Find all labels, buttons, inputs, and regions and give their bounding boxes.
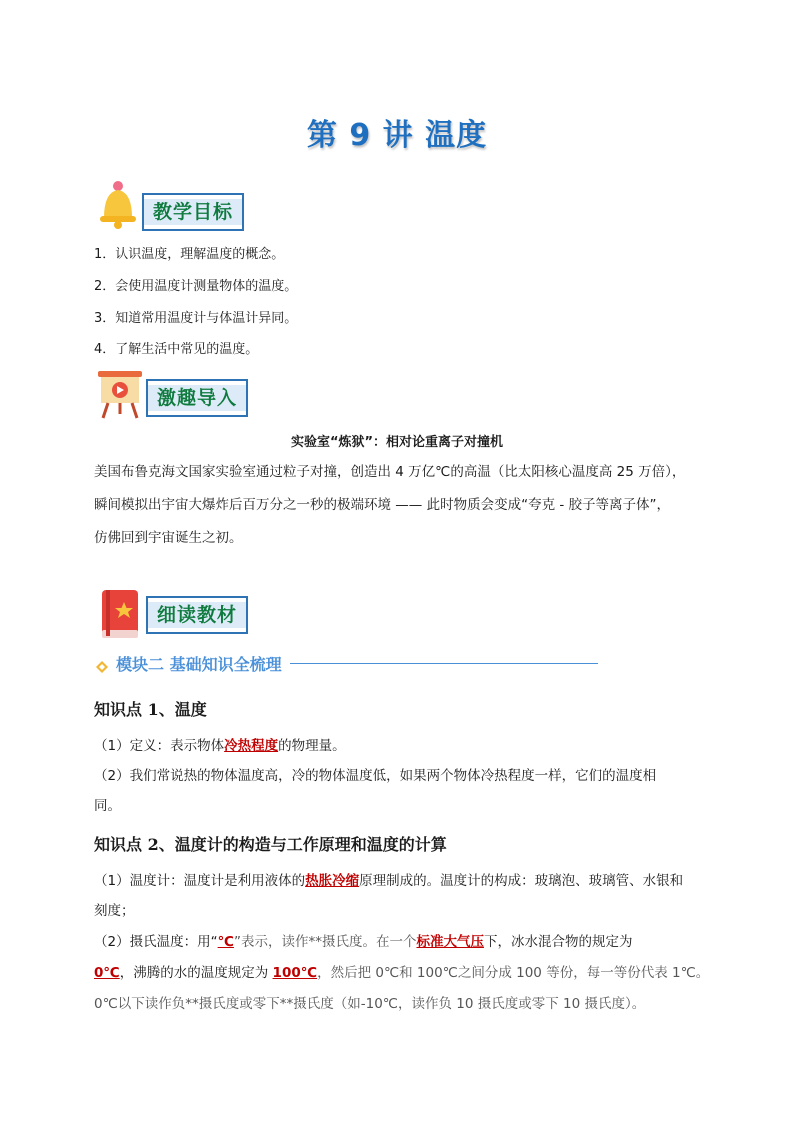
goal-number: 4． <box>94 342 116 357</box>
goal-text: 知道常用温度计与体温计异同。 <box>115 311 298 326</box>
kp2-title: 知识点 2、温度计的构造与工作原理和温度的计算 <box>94 835 447 854</box>
kp2-highlight: 0℃ <box>94 965 120 981</box>
kp1-text: （1）定义：表示物体 <box>94 738 225 754</box>
intro-paragraph-line: 仿佛回到宇宙诞生之初。 <box>94 530 243 546</box>
diamond-icon <box>96 658 108 670</box>
kp2-text: ，然后把 0℃和 100℃之间分成 100 等份，每一等份代表 1℃。 <box>317 965 710 981</box>
kp2-celsius-line: 0℃以下读作负**摄氏度或零下**摄氏度（如-10℃，读作负 10 摄氏度或零下 10 摄氏度）。 <box>94 996 646 1012</box>
section-intro-label: 激趣导入 <box>148 385 246 411</box>
kp1-definition <box>94 736 346 756</box>
kp2-thermometer-line <box>94 871 683 891</box>
kp1-highlight: 冷热程度 <box>224 738 279 754</box>
kp2-text: ”表示，读作**摄氏度。在一个 <box>233 934 417 950</box>
kp2-text: （1）温度计：温度计是利用液体的 <box>94 873 306 889</box>
kp2-text: （2）摄氏温度：用“ <box>94 934 218 950</box>
kp2-text: 下，冰水混合物的规定为 <box>483 934 633 950</box>
kp2-highlight: 标准大气压 <box>416 934 484 950</box>
kp1-text: 的物理量。 <box>278 738 346 754</box>
goal-text: 了解生活中常见的温度。 <box>115 342 259 357</box>
goal-text: 会使用温度计测量物体的温度。 <box>115 279 298 294</box>
presentation-board-icon <box>96 368 144 420</box>
goal-item <box>94 309 297 329</box>
kp1-title: 知识点 1、温度 <box>94 700 207 719</box>
kp2-celsius-line <box>94 963 709 983</box>
intro-paragraph-line: 美国布鲁克海文国家实验室通过粒子对撞，创造出 4 万亿℃的高温（比太阳核心温度高 25 万倍）， <box>94 464 686 480</box>
section-read-label: 细读教材 <box>148 602 246 628</box>
intro-paragraph-line: 瞬间模拟出宇宙大爆炸后百万分之一秒的极端环境 —— 此时物质会变成“夸克 - 胶子等离子体”， <box>94 497 671 513</box>
kp2-thermometer-line: 刻度； <box>94 903 135 919</box>
page-title: 第 9 讲 温度 <box>306 118 488 153</box>
kp1-paragraph-line: （2）我们常说热的物体温度高，冷的物体温度低，如果两个物体冷热程度一样，它们的温度相 <box>94 768 657 784</box>
kp2-celsius-line <box>94 932 632 952</box>
section-goals-label: 教学目标 <box>144 199 242 225</box>
intro-heading: 实验室“炼狱”：相对论重离子对撞机 <box>290 435 504 450</box>
goal-item <box>94 245 284 265</box>
goal-number: 1． <box>94 247 116 262</box>
kp2-highlight: 热胀冷缩 <box>305 873 360 889</box>
kp2-highlight: ℃ <box>217 934 234 950</box>
goal-item <box>94 277 297 297</box>
section-intro-badge <box>146 379 248 417</box>
module-header <box>96 652 598 675</box>
goal-item <box>94 340 258 360</box>
kp2-text: 原理制成的。温度计的构成：玻璃泡、玻璃管、水银和 <box>359 873 684 889</box>
section-read-badge <box>146 596 248 634</box>
kp2-highlight: 100℃ <box>272 965 318 981</box>
goal-number: 3． <box>94 311 116 326</box>
kp2-text: ，沸腾的水的温度规定为 <box>119 965 273 981</box>
book-icon <box>98 588 142 640</box>
goal-number: 2． <box>94 279 116 294</box>
section-goals-badge <box>142 193 244 231</box>
module-label: 模块二 基础知识全梳理 <box>116 655 282 674</box>
module-divider <box>290 663 598 664</box>
bell-icon <box>96 180 140 230</box>
kp1-paragraph-line: 同。 <box>94 798 121 814</box>
goal-text: 认识温度，理解温度的概念。 <box>115 247 285 262</box>
